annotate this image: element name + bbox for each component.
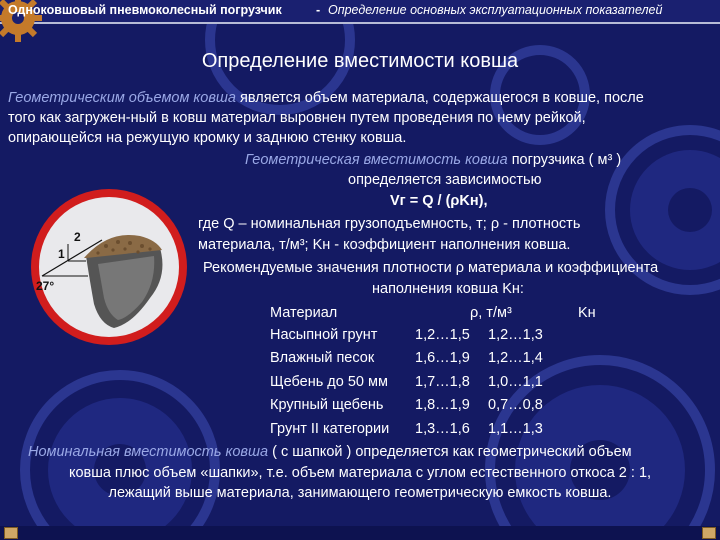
slide-title: Определение вместимости ковша [201, 50, 519, 72]
formula: Vг = Q / (ρKн), [390, 193, 488, 209]
para3-line2: ковша плюс объем «шапки», т.е. объем материала с углом естественного откоса 2 : 1, [68, 465, 652, 481]
prev-slide-icon[interactable] [4, 527, 18, 539]
para1-term: Геометрическим объемом ковша [8, 90, 236, 106]
para2-line2: определяется зависимостью [348, 172, 542, 188]
table-cell: 1,8…1,9 [415, 397, 470, 413]
para3-line3: лежащий выше материала, занимающего геометрическую емкость ковша. [108, 485, 612, 501]
para3-line1-text: ( с шапкой ) определяется как геометрический объем [268, 444, 632, 460]
para2-rest: погрузчика ( м³ ) [507, 152, 622, 168]
header-dash: - [316, 3, 321, 17]
para2-term: Геометрическая вместимость ковша [245, 152, 508, 168]
table-header-kn: Kн [578, 305, 596, 321]
header-bar [0, 0, 720, 24]
table-cell: 1,2…1,5 [415, 327, 470, 343]
para2-line1 [245, 150, 621, 170]
table-cell: 0,7…0,8 [488, 397, 543, 413]
table-cell: 1,3…1,6 [415, 421, 470, 437]
next-slide-icon[interactable] [702, 527, 716, 539]
figure-label-angle: 27° [36, 279, 55, 293]
table-cell: 1,2…1,4 [488, 350, 543, 366]
where-line1: где Q – номинальная грузоподъемность, т; ρ - плотность [198, 216, 581, 232]
bucket-illustration [28, 186, 190, 348]
recommend-line1: Рекомендуемые значения плотности ρ материала и коэффициента [203, 260, 659, 276]
figure-label-1: 1 [58, 247, 65, 261]
table-cell: 1,1…1,3 [488, 421, 543, 437]
figure-label-2: 2 [74, 230, 81, 244]
table-cell: 1,6…1,9 [415, 350, 470, 366]
header-title: Одноковшовый пневмоколесный погрузчик [8, 3, 282, 17]
table-header-material: Материал [270, 305, 338, 321]
table-cell: Насыпной грунт [270, 327, 378, 343]
table-cell: 1,7…1,8 [415, 374, 470, 390]
para3-term: Номинальная вместимость ковша [28, 444, 269, 460]
para1-line1-text: является объем материала, содержащегося в ковше, после [236, 90, 644, 106]
para1-line1 [8, 88, 644, 108]
where-line2: материала, т/м³; Kн - коэффициент наполнения ковша. [198, 237, 571, 253]
table-cell: 1,2…1,3 [488, 327, 543, 343]
header-subtitle: Определение основных эксплуатационных показателей [328, 3, 663, 17]
table-cell: Крупный щебень [270, 397, 384, 413]
table-cell: 1,0…1,1 [488, 374, 543, 390]
para1-line2: того как загружен-ный в ковш материал выровнен путем проведения по нему рейкой, [8, 110, 586, 126]
table-cell: Щебень до 50 мм [270, 374, 388, 390]
footer-bar [0, 526, 720, 540]
para1-line3: опирающейся на режущую кромку и заднюю стенку ковша. [8, 130, 407, 146]
table-header-density: ρ, т/м³ [470, 305, 512, 321]
recommend-line2: наполнения ковша Kн: [372, 281, 524, 297]
para3-line1 [28, 442, 632, 462]
table-cell: Грунт II категории [270, 421, 390, 437]
table-cell: Влажный песок [270, 350, 375, 366]
